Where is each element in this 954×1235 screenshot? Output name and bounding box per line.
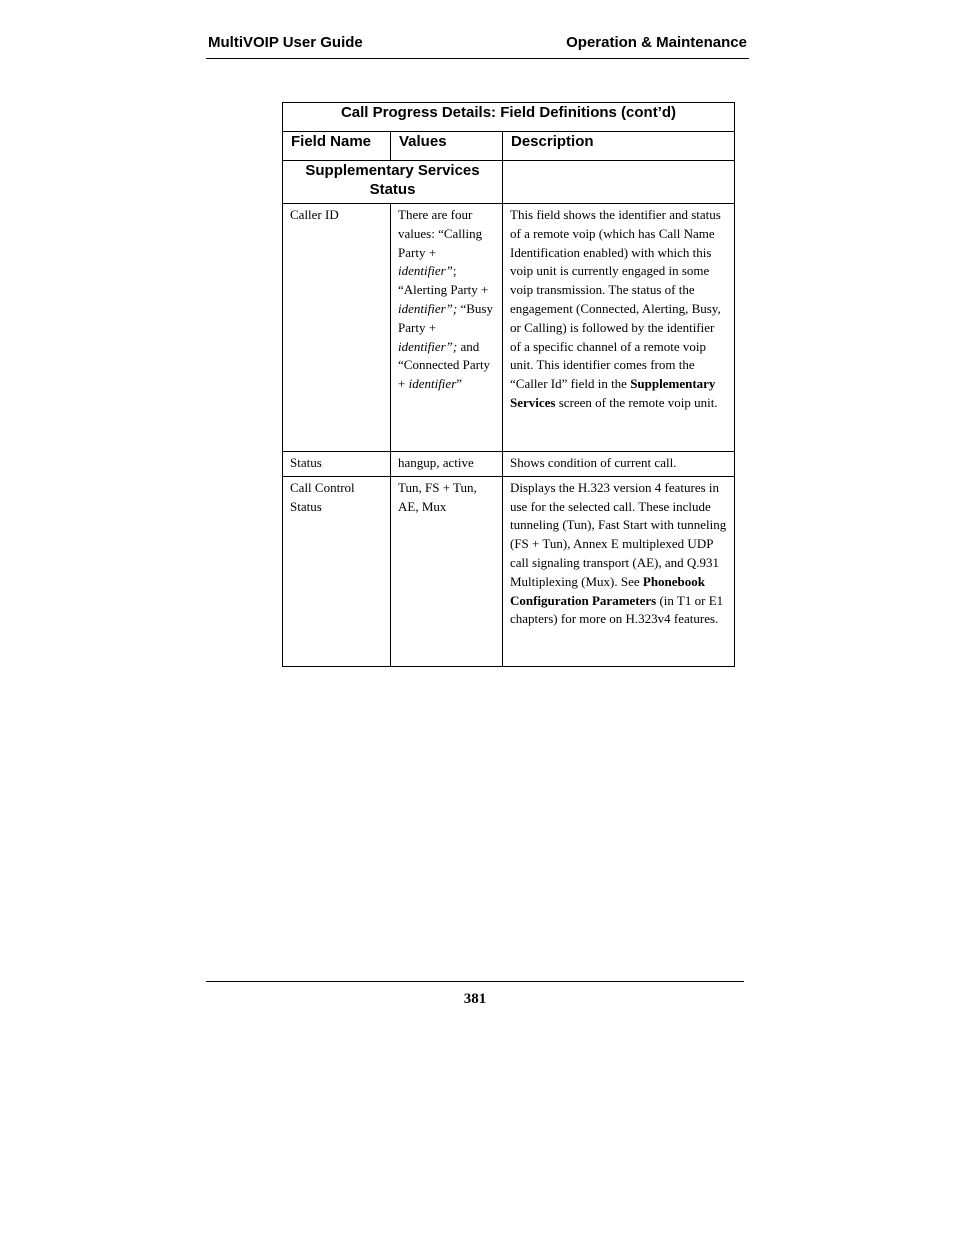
values-text: “Busy Party + bbox=[398, 300, 493, 335]
values-text: hangup, active bbox=[398, 455, 474, 470]
page-header bbox=[206, 32, 749, 59]
values-text: identifier” bbox=[398, 263, 453, 279]
values-cell bbox=[391, 452, 503, 477]
description-cell bbox=[503, 204, 735, 452]
section-heading: Supplementary Services Status bbox=[283, 161, 503, 204]
table-row bbox=[283, 204, 735, 452]
description-text: Phonebook Configuration Parameters bbox=[510, 573, 706, 608]
column-header-values: Values bbox=[391, 132, 503, 161]
table-caption: Call Progress Details: Field Definitions (cont’d) bbox=[283, 103, 735, 132]
field-name-cell: Call Control Status bbox=[283, 476, 391, 666]
description-text: Shows condition of current call. bbox=[510, 455, 677, 470]
field-definitions-table bbox=[282, 102, 735, 667]
values-text: Tun, FS + Tun, AE, Mux bbox=[398, 479, 477, 514]
table-body bbox=[283, 204, 735, 667]
section-row bbox=[283, 161, 735, 204]
values-text: identifier”; bbox=[398, 300, 458, 316]
table-row bbox=[283, 452, 735, 477]
description-cell bbox=[503, 476, 735, 666]
description-text: Displays the H.323 version 4 features in use for the selected call. These include tunneling (Tun), Fast Start with tunneling (FS + Tun), Annex E multiplexed UDP call signaling transport (AE), and Q.931 Multiplexing (Mux). See bbox=[510, 479, 727, 589]
section-empty-cell bbox=[503, 161, 735, 204]
values-text: identifier”; bbox=[398, 338, 458, 354]
values-text: ” bbox=[456, 376, 463, 392]
column-header-description: Description bbox=[503, 132, 735, 161]
footer-rule bbox=[206, 981, 744, 982]
field-name-cell: Caller ID bbox=[283, 204, 391, 452]
page-number: 381 bbox=[463, 991, 487, 1007]
values-text: and “Connected Party + bbox=[398, 338, 491, 392]
description-text: This field shows the identifier and status of a remote voip (which has Call Name Identification enabled) with which this voip unit is currently engaged in some voip transmission. The status of the engagement (Connected, Alerting, Busy, or Calling) is followed by the identifier of a specific channel of a remote voip unit. This identifier comes from the “Caller Id” field in the bbox=[510, 207, 721, 392]
description-cell bbox=[503, 452, 735, 477]
values-cell bbox=[391, 476, 503, 666]
description-text: (in T1 or E1 chapters) for more on H.323v4 features. bbox=[510, 592, 724, 627]
table-caption-row bbox=[283, 103, 735, 132]
column-header-row bbox=[283, 132, 735, 161]
values-text: There are four values: “Calling Party + bbox=[398, 207, 483, 260]
column-header-field-name: Field Name bbox=[283, 132, 391, 161]
header-guide-title: MultiVOIP User Guide bbox=[208, 34, 363, 51]
values-text: identifier bbox=[408, 376, 457, 392]
values-text: ; “Alerting Party + bbox=[398, 263, 489, 298]
field-name-cell: Status bbox=[283, 452, 391, 477]
values-cell bbox=[391, 204, 503, 452]
table-row bbox=[283, 476, 735, 666]
description-text: screen of the remote voip unit. bbox=[555, 394, 718, 410]
header-chapter-title: Operation & Maintenance bbox=[566, 34, 747, 51]
description-text: Supplementary Services bbox=[510, 376, 716, 410]
